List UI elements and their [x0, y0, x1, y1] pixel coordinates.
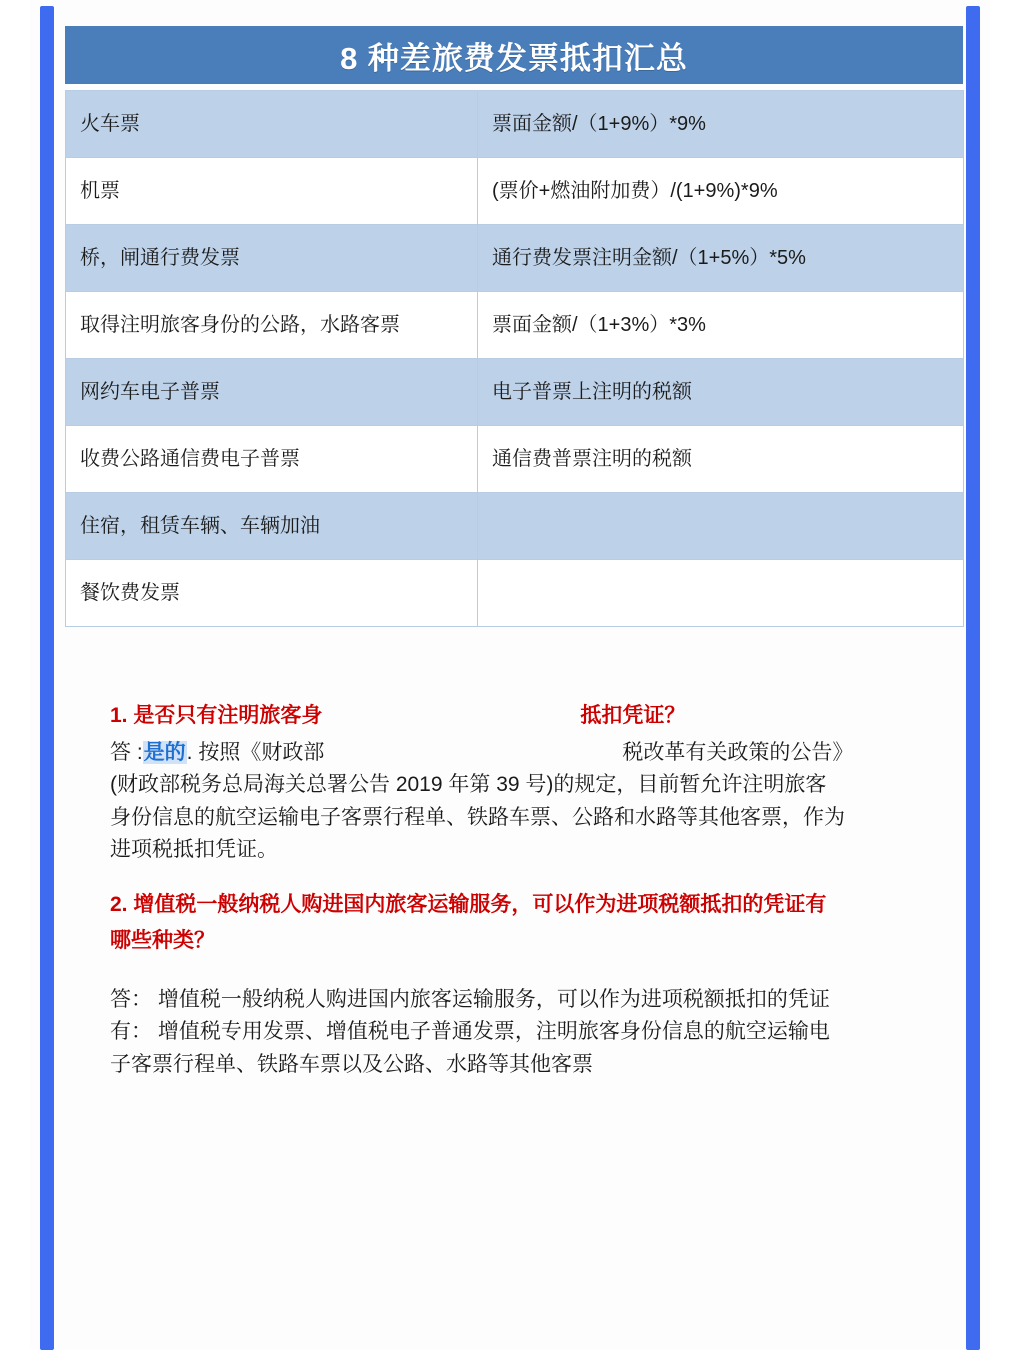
table-row: [66, 91, 964, 158]
row-formula-value: 通信费普票注明的税额: [478, 426, 964, 493]
table-row: [66, 158, 964, 225]
table-title: 8 种差旅费发票抵扣汇总: [65, 26, 963, 84]
answer-1-line-1: [110, 737, 990, 770]
row-formula-value: 票面金额/（1+9%）*9%: [478, 91, 964, 158]
row-item-label: 桥，闸通行费发票: [66, 225, 478, 292]
row-item-label: 住宿，租赁车辆、车辆加油: [66, 493, 478, 560]
row-formula-value: (票价+燃油附加费）/(1+9%)*9%: [478, 158, 964, 225]
qa-section: [110, 700, 990, 1081]
answer-1-text-after-gap: 税改革有关政策的公告》: [622, 740, 854, 764]
row-item-label: 收费公路通信费电子普票: [66, 426, 478, 493]
table-row: [66, 426, 964, 493]
table-row: [66, 292, 964, 359]
question-1: [110, 700, 990, 733]
document-page: [30, 0, 990, 1350]
question-1-text-before-gap: 1. 是否只有注明旅客身: [110, 704, 323, 727]
answer-2-line-3: 子客票行程单、铁路车票以及公路、水路等其他客票: [110, 1052, 593, 1076]
answer-1-line-2: (财政部税务总局海关总署公告 2019 年第 39 号)的规定，目前暂允许注明旅客: [110, 773, 827, 797]
question-2-line-2: 哪些种类？: [110, 929, 215, 953]
right-blue-rail: [966, 6, 980, 1350]
table-row: [66, 560, 964, 627]
row-item-label: 网约车电子普票: [66, 359, 478, 426]
answer-1-line-3: 身份信息的航空运输电子客票行程单、铁路车票、公路和水路等其他客票，作为: [110, 805, 845, 829]
answer-1-line-4: 进项税抵扣凭证。: [110, 838, 278, 862]
row-formula-value: 票面金额/（1+3%）*3%: [478, 292, 964, 359]
deduction-table: [65, 90, 964, 627]
section-spacer: [110, 867, 990, 889]
row-formula-value: 通行费发票注明金额/（1+5%）*5%: [478, 225, 964, 292]
row-formula-value: [478, 493, 964, 560]
row-item-label: 餐饮费发票: [66, 560, 478, 627]
row-formula-value: 电子普票上注明的税额: [478, 359, 964, 426]
deduction-table-body: [66, 91, 964, 627]
question-2-line-1: 2. 增值税一般纳税人购进国内旅客运输服务，可以作为进项税额抵扣的凭证有: [110, 892, 827, 916]
answer-2-line-1: 答： 增值税一般纳税人购进国内旅客运输服务，可以作为进项税额抵扣的凭证: [110, 987, 830, 1011]
row-item-label: 取得注明旅客身份的公路，水路客票: [66, 292, 478, 359]
answer-1-text-after-highlight: . 按照《财政部: [186, 740, 325, 764]
answer-2-line-2: 有： 增值税专用发票、增值税电子普通发票，注明旅客身份信息的航空运输电: [110, 1020, 830, 1044]
deduction-table-block: [65, 26, 963, 627]
table-row: [66, 225, 964, 292]
answer-lead-label: 答 :: [110, 740, 143, 764]
row-formula-value: [478, 560, 964, 627]
left-blue-rail: [40, 6, 54, 1350]
table-row: [66, 493, 964, 560]
row-item-label: 火车票: [66, 91, 478, 158]
highlighted-answer-word: 是的: [143, 740, 186, 764]
row-item-label: 机票: [66, 158, 478, 225]
section-spacer: [110, 962, 990, 984]
question-1-text-after-gap: 抵扣凭证？: [580, 704, 686, 727]
table-row: [66, 359, 964, 426]
